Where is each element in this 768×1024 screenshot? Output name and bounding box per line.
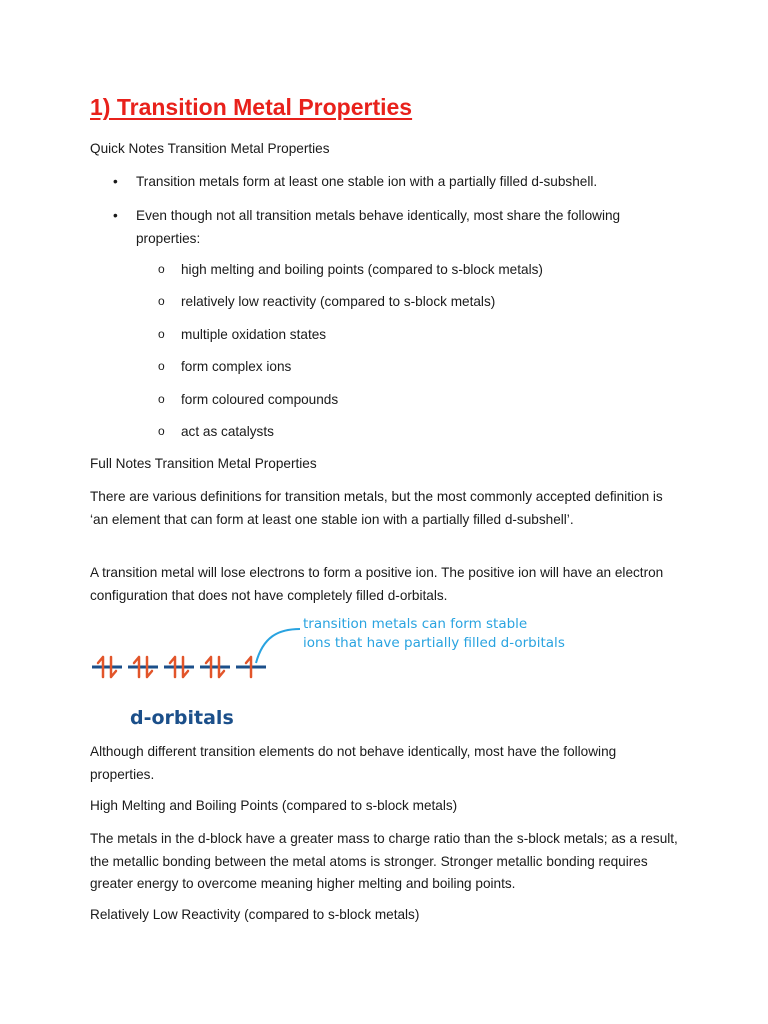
section-heading-melting: High Melting and Boiling Points (compared to s-block metals)	[90, 798, 458, 813]
orbital-box	[236, 657, 266, 677]
caption-line: transition metals can form stable	[303, 616, 528, 632]
sub-bullet-marker: o	[158, 327, 165, 341]
d-orbital-diagram	[88, 615, 565, 740]
diagram-caption	[303, 615, 565, 653]
bullet-marker: •	[113, 208, 118, 223]
sub-bullet-text: relatively low reactivity (compared to s-block metals)	[181, 294, 496, 309]
section-heading-reactivity: Relatively Low Reactivity (compared to s-block metals)	[90, 907, 420, 922]
full-notes-heading: Full Notes Transition Metal Properties	[90, 456, 317, 471]
orbital-box	[128, 657, 158, 677]
d-orbitals-label: d-orbitals	[130, 707, 234, 729]
sub-bullet-marker: o	[158, 424, 165, 438]
sub-bullet-marker: o	[158, 262, 165, 276]
paragraph-properties-intro: Although different transition elements do not behave identically, most have the following properties.	[90, 744, 617, 782]
sub-bullet-text: high melting and boiling points (compared to s-block metals)	[181, 262, 543, 277]
sub-bullet-text: form complex ions	[181, 359, 292, 374]
bullet-text: Transition metals form at least one stable ion with a partially filled d-subshell.	[136, 174, 598, 189]
page-title: 1) Transition Metal Properties	[90, 94, 413, 120]
paragraph-melting: The metals in the d-block have a greater mass to charge ratio than the s-block metals; as a result, the metallic bonding between the metal atoms is stronger. Stronger metallic bonding requires greater energy to overcome meaning higher melting and boiling points.	[90, 831, 678, 891]
orbital-box	[164, 657, 194, 677]
caption-pointer-arrow	[256, 629, 300, 663]
paragraph-positive-ion: A transition metal will lose electrons to form a positive ion. The positive ion will have an electron configuration that does not have completely filled d-orbitals.	[90, 565, 664, 603]
sub-bullet-text: form coloured compounds	[181, 392, 339, 407]
bullet-text: Even though not all transition metals behave identically, most share the following properties:	[136, 208, 621, 246]
sub-bullet-marker: o	[158, 294, 165, 308]
bullet-marker: •	[113, 174, 118, 189]
quick-notes-heading: Quick Notes Transition Metal Properties	[90, 141, 330, 156]
orbital-box	[92, 657, 122, 677]
sub-bullet-marker: o	[158, 359, 165, 373]
orbital-box	[200, 657, 230, 677]
sub-bullet-text: act as catalysts	[181, 424, 274, 439]
caption-line: ions that have partially filled d-orbitals	[303, 635, 565, 651]
sub-bullet-text: multiple oxidation states	[181, 327, 327, 342]
sub-bullet-marker: o	[158, 392, 165, 406]
paragraph-definition: There are various definitions for transition metals, but the most commonly accepted definition is ‘an element that can form at least one stable ion with a partially filled d-subshell’.	[90, 489, 663, 527]
orbital-boxes	[92, 657, 266, 677]
